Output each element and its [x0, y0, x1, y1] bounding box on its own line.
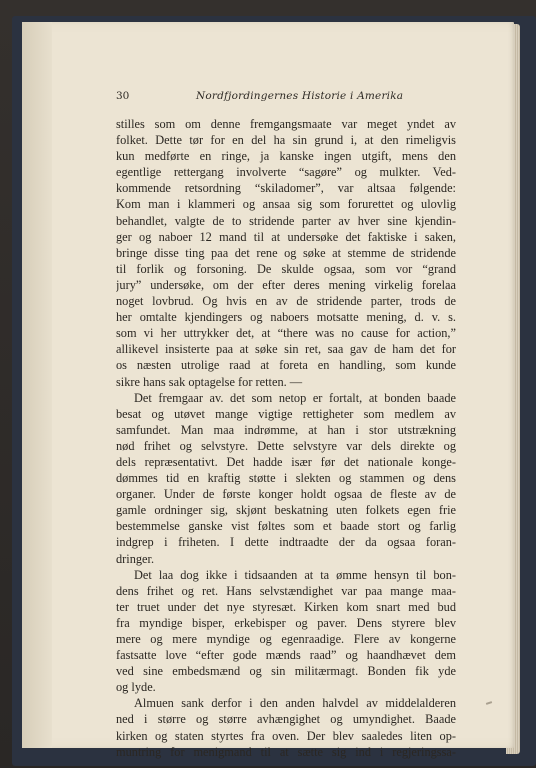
text-line: dens frihet og ret. Hans selvstændighet var paa mange maa-: [116, 583, 456, 598]
text-line: dømmes tid en kraftig støtte i slekten og stammen og dens: [116, 471, 456, 486]
text-line: bringe disse ting paa det rene og søke at stemme de stridende: [116, 245, 456, 260]
text-line: besat og utøvet mange vigtige rettigheter som medlem av: [116, 406, 456, 421]
text-line: Almuen sank derfor i den anden halvdel av middelalderen: [134, 696, 456, 711]
text-line: Det laa dog ikke i tidsaanden at ta ømme hensyn til bon-: [134, 567, 456, 582]
text-line: som vi her uttrykker det, at “there was no cause for action,”: [116, 326, 456, 341]
text-line: og lyde.: [116, 680, 156, 695]
text-line: mere og mere myndige og egenraadige. Flere av kongerne: [116, 632, 456, 646]
text-line: muntring for menigmand til at sætte sig ind i regjeringssa-: [116, 744, 456, 759]
text-line: bestemmelse ganske vist føltes som et baade stort og farlig: [116, 519, 456, 534]
text-line: egentlige rettergang involverte “sagøre” og mulkter. Ved-: [116, 165, 456, 180]
text-line: sikre hans sak optagelse for retten. —: [116, 374, 303, 389]
text-line: her omtalte kjendingers og naboers motsatte mening, d. v. s.: [116, 310, 456, 325]
page-number: 30: [116, 90, 130, 102]
text-line: behandlet, valgte de to stridende parter av hver sine kjendin-: [116, 213, 456, 228]
text-line: ned i større og større avhængighet og umyndighet. Baade: [116, 712, 456, 727]
text-line: jury” undersøke, om der efter deres mening virkelig forelaa: [116, 277, 456, 292]
text-line: Det fremgaar av. det som netop er fortalt, at bonden baade: [134, 390, 456, 405]
text-line: allikevel insisterte paa at søke sin ret, saa gav de ham det for: [116, 342, 456, 357]
text-line: fastsatte love “efter gode mænds raad” og haandhævet dem: [116, 648, 456, 663]
text-line: samfundet. Man maa indrømme, at han i stor utstrækning: [116, 422, 456, 437]
text-line: noget lovbrud. Og hvis en av de stridende parter, trods de: [116, 294, 456, 309]
text-line: kommende retsordning “skiladomer”, var altsaa følgende:: [116, 181, 456, 196]
text-line: stilles som om denne fremgangsmaate var meget yndet av: [116, 117, 456, 131]
text-line: dels repræsentativt. Det hadde især før det nationale konge-: [116, 454, 456, 469]
body-text: [116, 116, 456, 760]
text-line: folket. Dette tør for en del ha sin grund i, at den rimeligvis: [116, 133, 456, 148]
text-line: ger og naboer 12 mand til at undersøke det faktiske i saken,: [116, 229, 456, 244]
text-line: indgrep i friheten. I dette indtraadte der da ogsaa foran-: [116, 535, 456, 550]
running-head: Nordfjordingernes Historie i Amerika: [196, 90, 404, 102]
text-line: nød frihet og selvstyre. Dette selvstyre var dels direkte og: [116, 438, 456, 453]
page-header: [116, 90, 456, 106]
page-gutter: [22, 22, 52, 748]
text-line: Kom man i klammeri og ansaa sig som forurettet og ulovlig: [116, 197, 456, 212]
text-line: ved sine embedsmænd og sin militærmagt. Bonden fik yde: [116, 664, 456, 679]
text-line: kirken og staten styrtes fra oven. Der blev saaledes liten op-: [116, 728, 456, 743]
text-line: organer. Under de første konger holdt ogsaa de fleste av de: [116, 487, 456, 502]
text-line: ter truet under det nye styresæt. Kirken kom snart med bud: [116, 599, 456, 614]
text-line: kun medførte en ringe, ja kanske ingen utgift, mens den: [116, 149, 456, 164]
text-line: dringer.: [116, 551, 155, 566]
text-line: fra myndige bisper, erkebisper og paver. Dens styrere blev: [116, 615, 456, 630]
text-line: gamle ordninger sig, skjønt beskatning uten folkets egen frie: [116, 503, 456, 518]
text-line: til forlik og forsoning. De skulde ogsaa, som vor “grand: [116, 261, 456, 276]
text-line: os næsten utrolige raad at foreta en handling, som kunde: [116, 358, 456, 373]
